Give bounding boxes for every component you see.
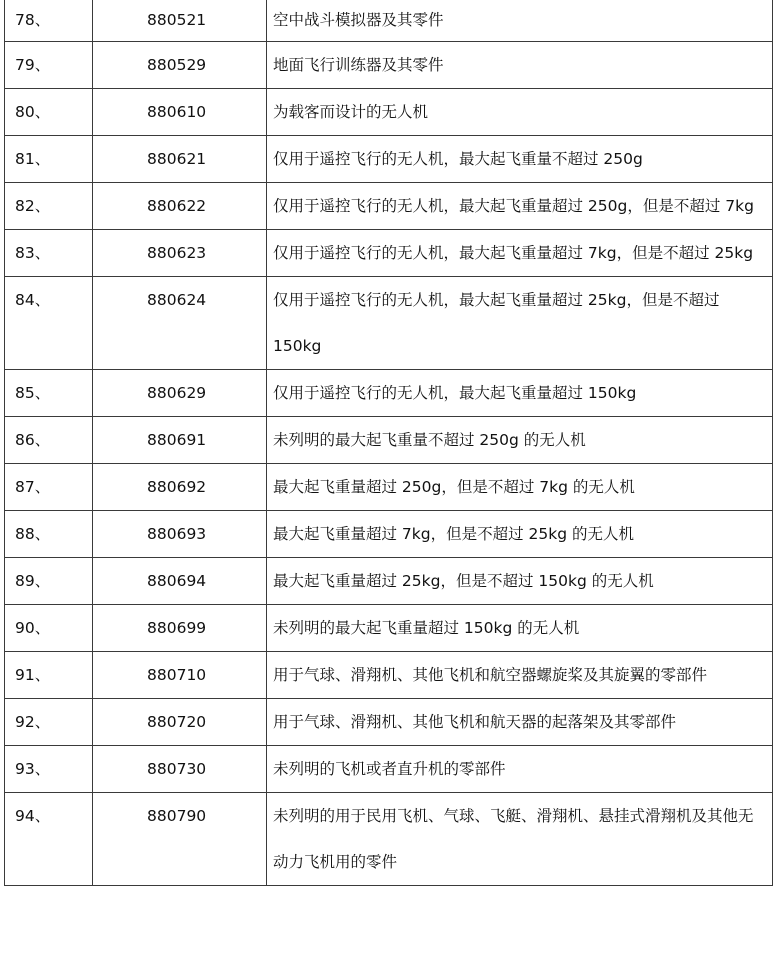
hs-code: 880621 xyxy=(93,136,267,183)
hs-code: 880624 xyxy=(93,277,267,370)
table-row xyxy=(5,136,773,183)
row-number: 87、 xyxy=(5,464,93,511)
item-description: 仅用于遥控飞行的无人机，最大起飞重量超过 7kg，但是不超过 25kg xyxy=(267,230,773,277)
item-description: 仅用于遥控飞行的无人机，最大起飞重量超过 25kg，但是不超过 150kg xyxy=(267,277,773,370)
hs-code: 880693 xyxy=(93,511,267,558)
item-description: 地面飞行训练器及其零件 xyxy=(267,42,773,89)
row-number: 91、 xyxy=(5,652,93,699)
table-row xyxy=(5,605,773,652)
table-row xyxy=(5,277,773,370)
row-number: 78、 xyxy=(5,0,93,42)
table-row xyxy=(5,42,773,89)
hs-code: 880529 xyxy=(93,42,267,89)
item-description: 未列明的用于民用飞机、气球、飞艇、滑翔机、悬挂式滑翔机及其他无动力飞机用的零件 xyxy=(267,793,773,886)
row-number: 80、 xyxy=(5,89,93,136)
row-number: 82、 xyxy=(5,183,93,230)
table-row xyxy=(5,230,773,277)
table-row xyxy=(5,793,773,886)
row-number: 83、 xyxy=(5,230,93,277)
table-row xyxy=(5,699,773,746)
row-number: 88、 xyxy=(5,511,93,558)
table-row xyxy=(5,558,773,605)
row-number: 81、 xyxy=(5,136,93,183)
item-description: 仅用于遥控飞行的无人机，最大起飞重量超过 150kg xyxy=(267,370,773,417)
hs-code: 880720 xyxy=(93,699,267,746)
table-row xyxy=(5,417,773,464)
row-number: 92、 xyxy=(5,699,93,746)
table-row xyxy=(5,746,773,793)
hs-code: 880692 xyxy=(93,464,267,511)
table-row xyxy=(5,370,773,417)
table-row xyxy=(5,0,773,42)
item-description: 最大起飞重量超过 25kg，但是不超过 150kg 的无人机 xyxy=(267,558,773,605)
hs-code: 880610 xyxy=(93,89,267,136)
row-number: 86、 xyxy=(5,417,93,464)
row-number: 93、 xyxy=(5,746,93,793)
table-row xyxy=(5,183,773,230)
hs-code: 880790 xyxy=(93,793,267,886)
item-description: 未列明的最大起飞重量超过 150kg 的无人机 xyxy=(267,605,773,652)
table-row xyxy=(5,464,773,511)
item-description: 仅用于遥控飞行的无人机，最大起飞重量不超过 250g xyxy=(267,136,773,183)
table-row xyxy=(5,89,773,136)
hs-code: 880730 xyxy=(93,746,267,793)
item-description: 用于气球、滑翔机、其他飞机和航天器的起落架及其零部件 xyxy=(267,699,773,746)
item-description: 最大起飞重量超过 250g，但是不超过 7kg 的无人机 xyxy=(267,464,773,511)
table-row xyxy=(5,511,773,558)
row-number: 84、 xyxy=(5,277,93,370)
item-description: 未列明的最大起飞重量不超过 250g 的无人机 xyxy=(267,417,773,464)
hs-code: 880623 xyxy=(93,230,267,277)
hs-code: 880691 xyxy=(93,417,267,464)
item-description: 用于气球、滑翔机、其他飞机和航空器螺旋桨及其旋翼的零部件 xyxy=(267,652,773,699)
row-number: 94、 xyxy=(5,793,93,886)
row-number: 89、 xyxy=(5,558,93,605)
item-description: 最大起飞重量超过 7kg，但是不超过 25kg 的无人机 xyxy=(267,511,773,558)
table-row xyxy=(5,652,773,699)
row-number: 85、 xyxy=(5,370,93,417)
item-description: 未列明的飞机或者直升机的零部件 xyxy=(267,746,773,793)
hs-code: 880622 xyxy=(93,183,267,230)
row-number: 90、 xyxy=(5,605,93,652)
table-body xyxy=(5,0,773,886)
hs-code: 880629 xyxy=(93,370,267,417)
tariff-code-table xyxy=(4,0,773,886)
item-description: 空中战斗模拟器及其零件 xyxy=(267,0,773,42)
row-number: 79、 xyxy=(5,42,93,89)
hs-code: 880694 xyxy=(93,558,267,605)
hs-code: 880710 xyxy=(93,652,267,699)
item-description: 为载客而设计的无人机 xyxy=(267,89,773,136)
hs-code: 880699 xyxy=(93,605,267,652)
item-description: 仅用于遥控飞行的无人机，最大起飞重量超过 250g，但是不超过 7kg xyxy=(267,183,773,230)
hs-code: 880521 xyxy=(93,0,267,42)
